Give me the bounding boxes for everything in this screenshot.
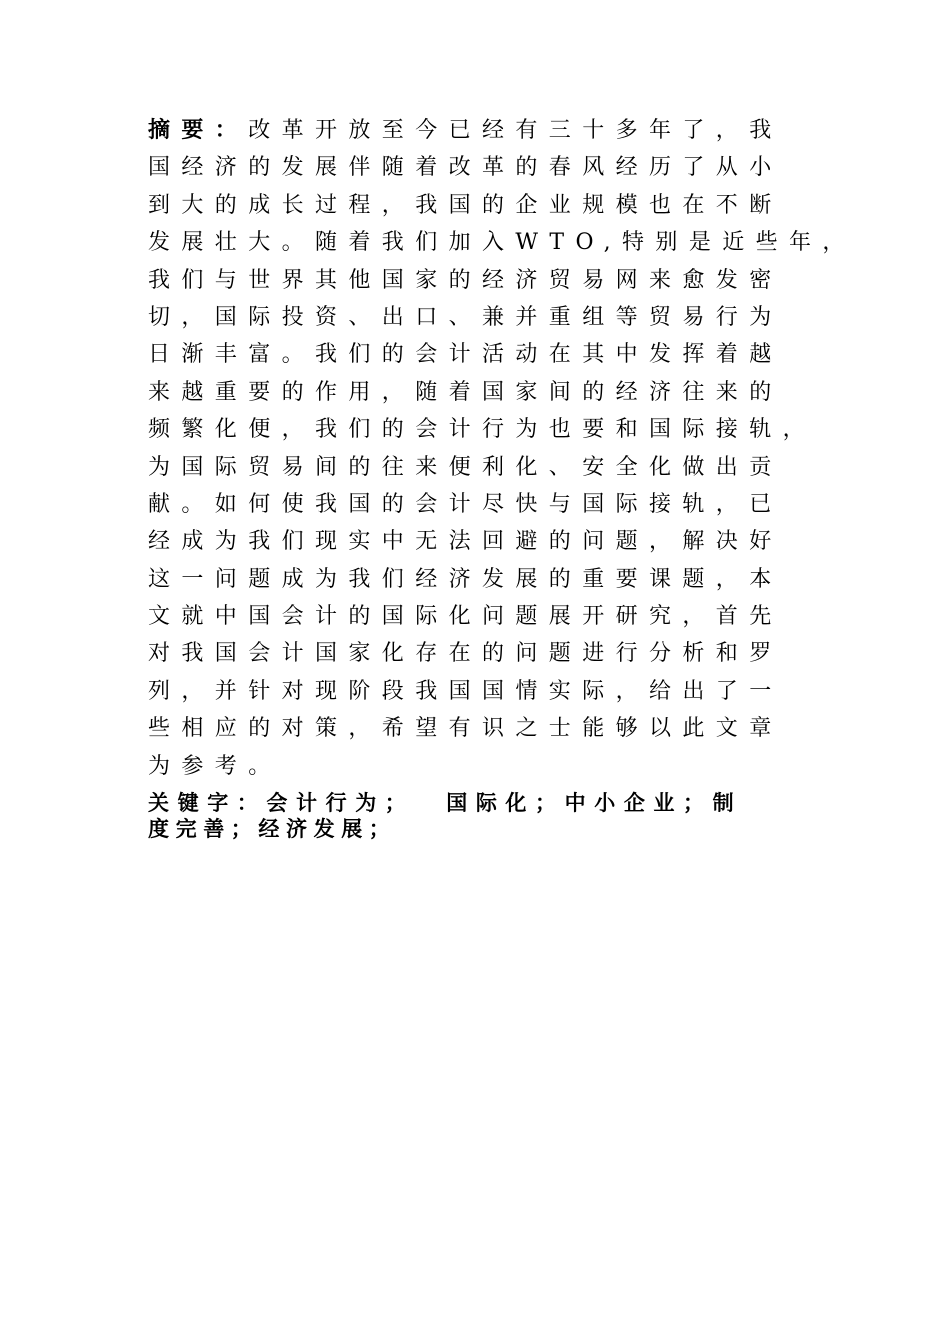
abstract-line: 切，国际投资、出口、兼并重组等贸易行为 (148, 304, 783, 330)
abstract-line: 文就中国会计的国际化问题展开研究，首先 (148, 604, 783, 630)
abstract-line: 到大的成长过程，我国的企业规模也在不断 (148, 192, 783, 218)
abstract-line: 来越重要的作用，随着国家间的经济往来的 (148, 379, 783, 405)
keywords-line: 度完善；经济发展； (148, 817, 397, 841)
abstract-line (148, 112, 808, 149)
abstract-line: 为参考。 (148, 753, 282, 779)
abstract-label: 摘要： (148, 118, 249, 143)
abstract-line: 日渐丰富。我们的会计活动在其中发挥着越 (148, 342, 783, 368)
abstract-line: 些相应的对策，希望有识之士能够以此文章 (148, 716, 783, 742)
abstract-line: 频繁化便，我们的会计行为也要和国际接轨， (148, 417, 817, 443)
abstract-line: 经成为我们现实中无法回避的问题，解决好 (148, 529, 783, 555)
abstract-line: 对我国会计国家化存在的问题进行分析和罗 (148, 641, 783, 667)
keywords-line: 关键字：会计行为； 国际化；中小企业；制 (148, 791, 743, 815)
abstract-line: 发展壮大。随着我们加入WTO,特别是近些年， (148, 230, 856, 256)
abstract-section (148, 112, 856, 785)
abstract-line: 献。如何使我国的会计尽快与国际接轨，已 (148, 491, 783, 517)
abstract-text: 改革开放至今已经有三十多年了，我 (248, 118, 783, 143)
abstract-line: 为国际贸易间的往来便利化、安全化做出贡 (148, 454, 783, 480)
abstract-line: 列，并针对现阶段我国国情实际，给出了一 (148, 678, 783, 704)
abstract-line: 国经济的发展伴随着改革的春风经历了从小 (148, 155, 783, 181)
keywords-section (148, 790, 808, 842)
abstract-line: 这一问题成为我们经济发展的重要课题，本 (148, 566, 783, 592)
abstract-line: 我们与世界其他国家的经济贸易网来愈发密 (148, 267, 783, 293)
